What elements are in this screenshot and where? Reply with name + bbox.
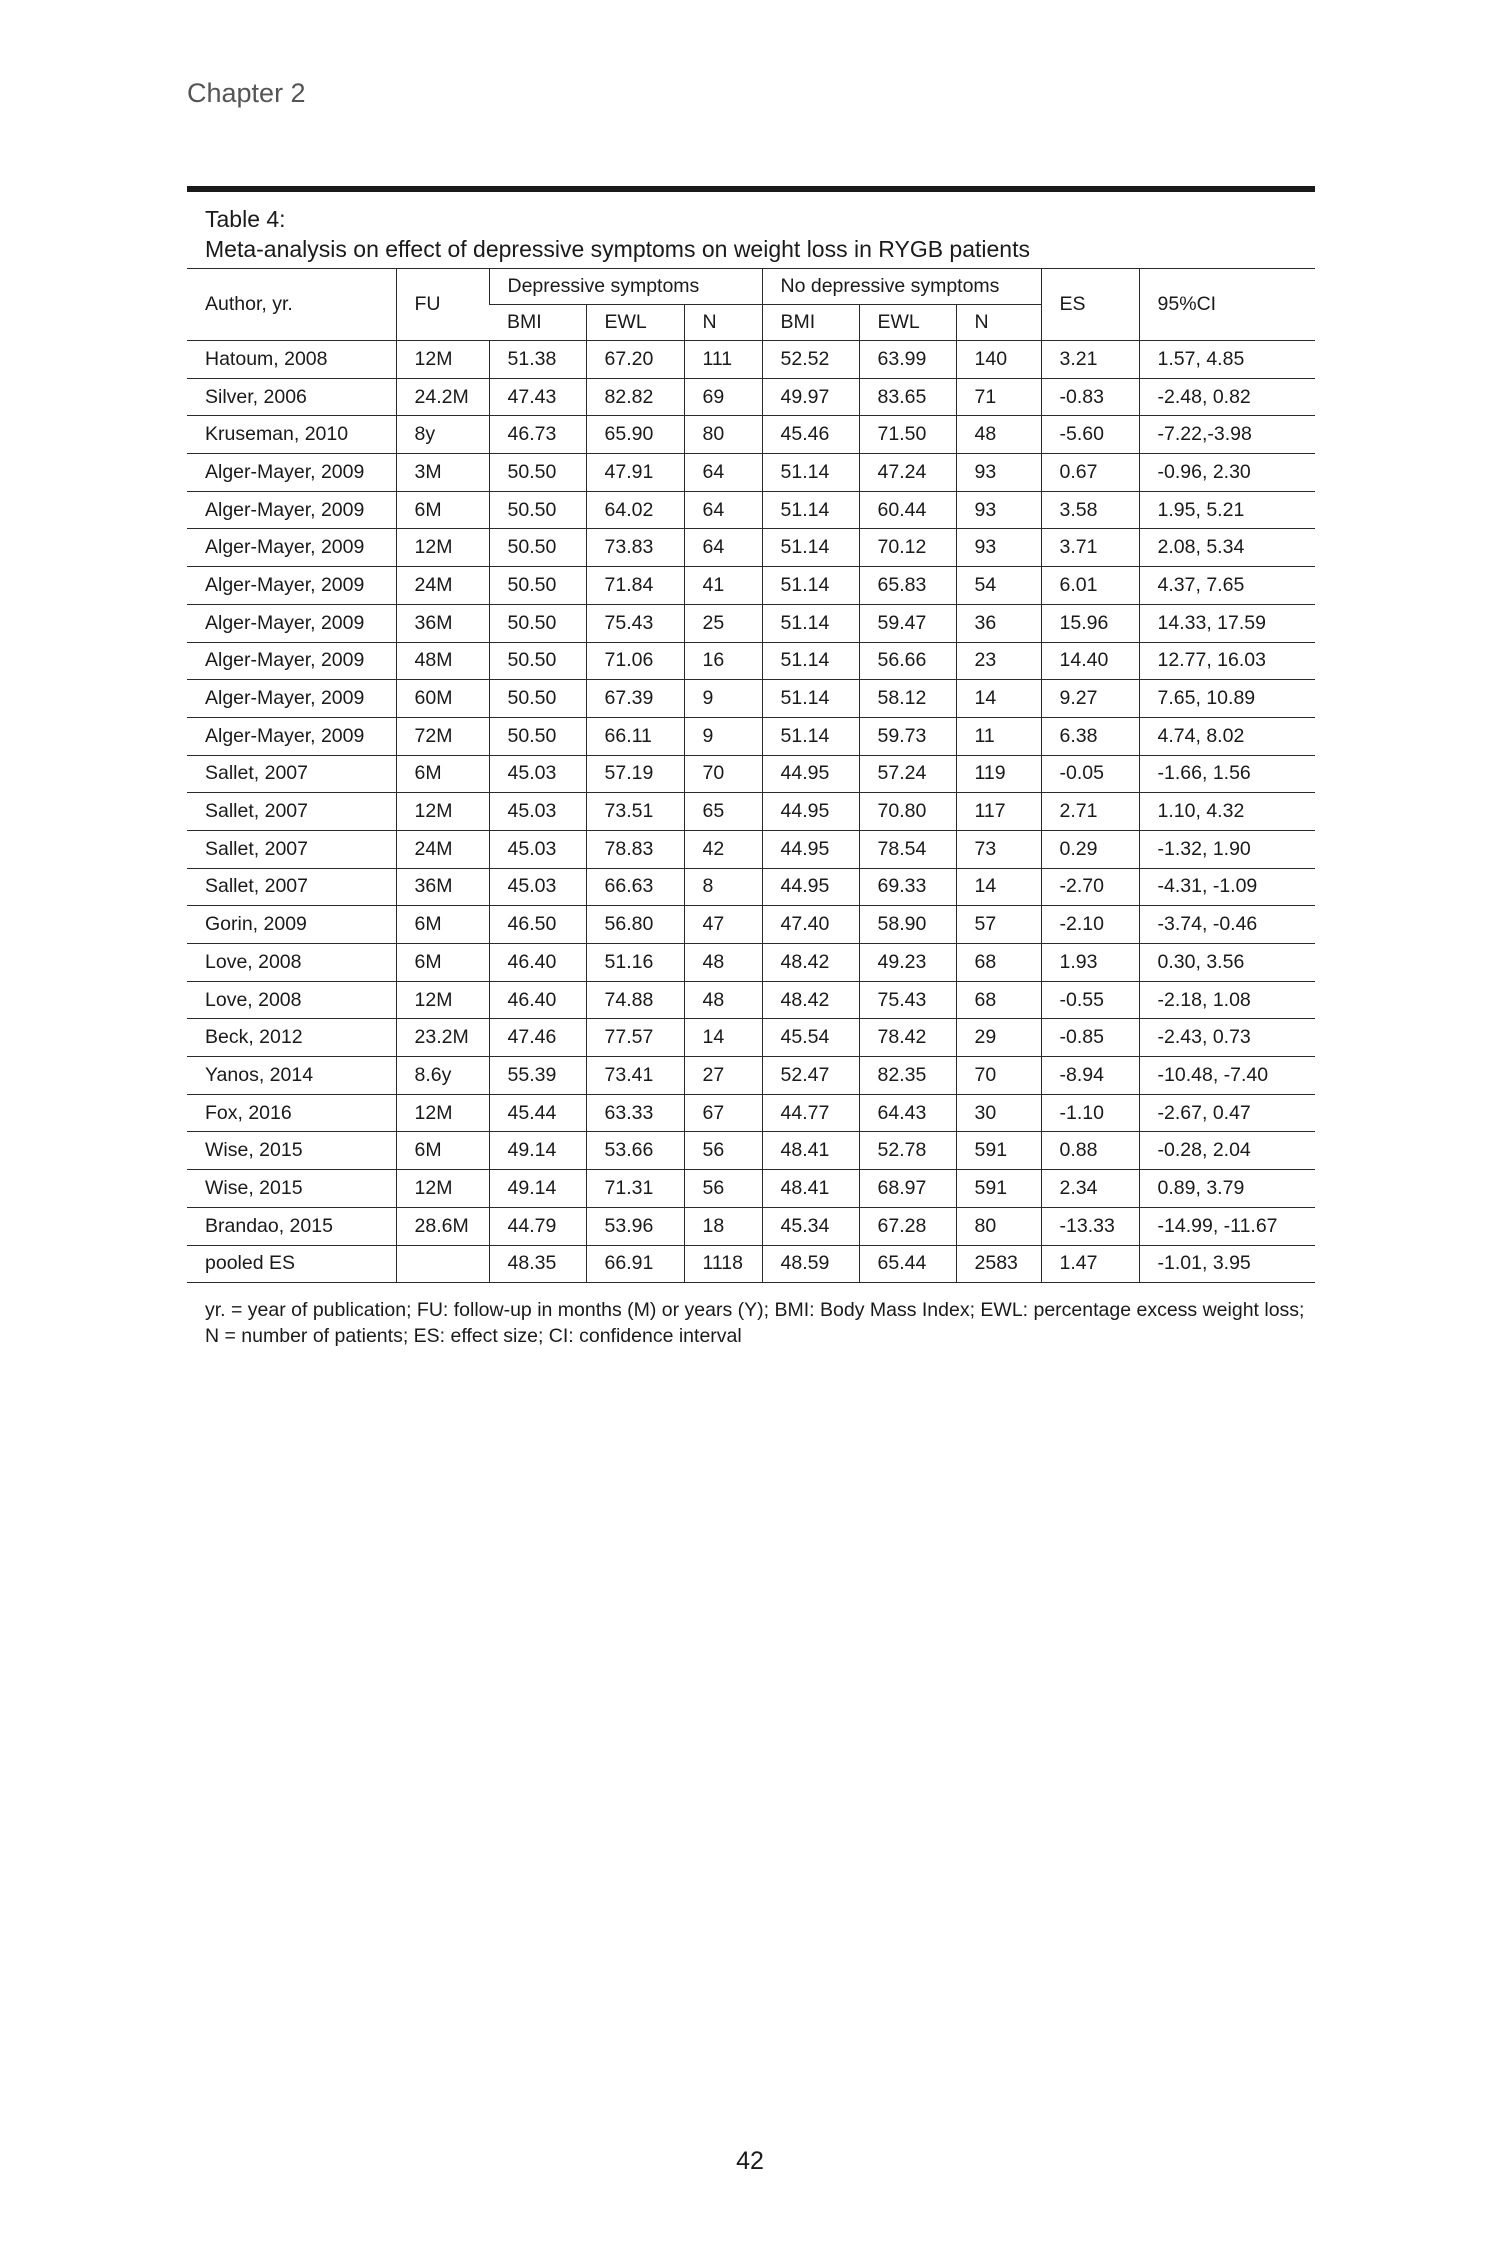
cell-dep-n: 18: [684, 1207, 762, 1245]
cell-nodep-n: 71: [956, 378, 1041, 416]
cell-nodep-ewl: 78.54: [859, 830, 956, 868]
cell-nodep-bmi: 45.34: [762, 1207, 859, 1245]
cell-nodep-ewl: 75.43: [859, 981, 956, 1019]
cell-es: -8.94: [1041, 1057, 1139, 1095]
cell-nodep-n: 36: [956, 604, 1041, 642]
cell-dep-n: 25: [684, 604, 762, 642]
cell-nodep-bmi: 51.14: [762, 642, 859, 680]
header-dep-n: N: [684, 305, 762, 341]
table-row: [187, 378, 1315, 416]
cell-nodep-n: 80: [956, 1207, 1041, 1245]
cell-nodep-bmi: 48.59: [762, 1245, 859, 1283]
cell-dep-bmi: 47.46: [489, 1019, 586, 1057]
cell-nodep-bmi: 45.54: [762, 1019, 859, 1057]
cell-nodep-ewl: 58.12: [859, 680, 956, 718]
cell-nodep-ewl: 64.43: [859, 1094, 956, 1132]
cell-ci: -4.31, -1.09: [1139, 868, 1315, 906]
cell-fu: 8y: [396, 416, 489, 454]
cell-fu: 36M: [396, 604, 489, 642]
cell-dep-n: 47: [684, 906, 762, 944]
cell-dep-bmi: 50.50: [489, 529, 586, 567]
cell-nodep-n: 93: [956, 454, 1041, 492]
cell-dep-bmi: 44.79: [489, 1207, 586, 1245]
cell-dep-ewl: 57.19: [586, 755, 684, 793]
cell-ci: -3.74, -0.46: [1139, 906, 1315, 944]
cell-es: 0.29: [1041, 830, 1139, 868]
cell-dep-ewl: 66.91: [586, 1245, 684, 1283]
cell-dep-n: 80: [684, 416, 762, 454]
cell-ci: 1.10, 4.32: [1139, 793, 1315, 831]
cell-fu: 6M: [396, 755, 489, 793]
table-caption: [187, 192, 1315, 268]
cell-dep-n: 9: [684, 680, 762, 718]
cell-nodep-n: 93: [956, 529, 1041, 567]
chapter-header: Chapter 2: [187, 78, 306, 108]
page-number: 42: [736, 2147, 764, 2175]
table-body: [187, 341, 1315, 1283]
cell-nodep-bmi: 51.14: [762, 604, 859, 642]
cell-nodep-ewl: 70.80: [859, 793, 956, 831]
cell-es: 9.27: [1041, 680, 1139, 718]
table-title: Meta-analysis on effect of depressive symptoms on weight loss in RYGB patients: [205, 236, 1030, 262]
cell-dep-n: 64: [684, 529, 762, 567]
cell-nodep-ewl: 52.78: [859, 1132, 956, 1170]
cell-es: 1.93: [1041, 944, 1139, 982]
cell-nodep-bmi: 44.95: [762, 868, 859, 906]
cell-author: Love, 2008: [187, 981, 396, 1019]
cell-dep-ewl: 82.82: [586, 378, 684, 416]
cell-es: -0.85: [1041, 1019, 1139, 1057]
table-row: [187, 1245, 1315, 1283]
cell-nodep-bmi: 48.42: [762, 981, 859, 1019]
header-es: ES: [1041, 269, 1139, 341]
cell-nodep-n: 117: [956, 793, 1041, 831]
table-row: [187, 567, 1315, 605]
cell-dep-bmi: 47.43: [489, 378, 586, 416]
cell-es: 6.38: [1041, 717, 1139, 755]
table-row: [187, 830, 1315, 868]
cell-nodep-ewl: 60.44: [859, 491, 956, 529]
cell-dep-ewl: 64.02: [586, 491, 684, 529]
cell-author: Alger-Mayer, 2009: [187, 680, 396, 718]
cell-nodep-ewl: 63.99: [859, 341, 956, 379]
cell-author: Sallet, 2007: [187, 793, 396, 831]
header-nodep-n: N: [956, 305, 1041, 341]
cell-dep-n: 48: [684, 944, 762, 982]
cell-fu: 72M: [396, 717, 489, 755]
cell-fu: 3M: [396, 454, 489, 492]
cell-author: Silver, 2006: [187, 378, 396, 416]
cell-nodep-n: 93: [956, 491, 1041, 529]
cell-dep-bmi: 50.50: [489, 567, 586, 605]
cell-nodep-bmi: 51.14: [762, 680, 859, 718]
cell-dep-n: 48: [684, 981, 762, 1019]
cell-ci: 4.37, 7.65: [1139, 567, 1315, 605]
cell-author: Gorin, 2009: [187, 906, 396, 944]
cell-ci: 12.77, 16.03: [1139, 642, 1315, 680]
cell-nodep-ewl: 68.97: [859, 1170, 956, 1208]
cell-nodep-n: 14: [956, 680, 1041, 718]
cell-ci: -2.48, 0.82: [1139, 378, 1315, 416]
cell-nodep-n: 30: [956, 1094, 1041, 1132]
cell-ci: -1.01, 3.95: [1139, 1245, 1315, 1283]
cell-dep-bmi: 50.50: [489, 454, 586, 492]
cell-dep-n: 69: [684, 378, 762, 416]
cell-es: -0.55: [1041, 981, 1139, 1019]
cell-ci: 2.08, 5.34: [1139, 529, 1315, 567]
cell-nodep-bmi: 52.47: [762, 1057, 859, 1095]
cell-es: -13.33: [1041, 1207, 1139, 1245]
cell-nodep-bmi: 45.46: [762, 416, 859, 454]
cell-nodep-ewl: 59.73: [859, 717, 956, 755]
table-row: [187, 491, 1315, 529]
header-depressive: Depressive symptoms: [489, 269, 762, 305]
cell-dep-n: 16: [684, 642, 762, 680]
cell-fu: 12M: [396, 529, 489, 567]
cell-fu: 48M: [396, 642, 489, 680]
cell-es: 3.58: [1041, 491, 1139, 529]
results-table: [187, 268, 1315, 1283]
cell-nodep-ewl: 82.35: [859, 1057, 956, 1095]
cell-nodep-ewl: 56.66: [859, 642, 956, 680]
cell-es: -5.60: [1041, 416, 1139, 454]
cell-fu: 12M: [396, 1094, 489, 1132]
cell-fu: 8.6y: [396, 1057, 489, 1095]
cell-dep-n: 64: [684, 491, 762, 529]
cell-es: 6.01: [1041, 567, 1139, 605]
cell-nodep-ewl: 59.47: [859, 604, 956, 642]
header-nodep-ewl: EWL: [859, 305, 956, 341]
footnote-line-2: N = number of patients; ES: effect size; CI: confidence interval: [205, 1325, 742, 1348]
cell-nodep-n: 68: [956, 944, 1041, 982]
cell-nodep-n: 2583: [956, 1245, 1041, 1283]
cell-es: -0.05: [1041, 755, 1139, 793]
cell-ci: -0.96, 2.30: [1139, 454, 1315, 492]
cell-author: Yanos, 2014: [187, 1057, 396, 1095]
cell-dep-ewl: 66.63: [586, 868, 684, 906]
cell-dep-n: 41: [684, 567, 762, 605]
cell-dep-ewl: 47.91: [586, 454, 684, 492]
cell-nodep-bmi: 51.14: [762, 491, 859, 529]
cell-dep-n: 70: [684, 755, 762, 793]
cell-dep-n: 27: [684, 1057, 762, 1095]
cell-dep-ewl: 56.80: [586, 906, 684, 944]
cell-ci: -0.28, 2.04: [1139, 1132, 1315, 1170]
cell-ci: 1.95, 5.21: [1139, 491, 1315, 529]
header-ci: 95%CI: [1139, 269, 1315, 341]
cell-ci: -1.66, 1.56: [1139, 755, 1315, 793]
table-container: [187, 186, 1315, 1349]
cell-author: Alger-Mayer, 2009: [187, 567, 396, 605]
cell-author: Kruseman, 2010: [187, 416, 396, 454]
cell-nodep-ewl: 65.83: [859, 567, 956, 605]
cell-nodep-ewl: 58.90: [859, 906, 956, 944]
cell-dep-n: 56: [684, 1170, 762, 1208]
cell-nodep-ewl: 71.50: [859, 416, 956, 454]
cell-nodep-bmi: 51.14: [762, 529, 859, 567]
cell-ci: -2.43, 0.73: [1139, 1019, 1315, 1057]
table-row: [187, 416, 1315, 454]
cell-es: 2.34: [1041, 1170, 1139, 1208]
cell-ci: 14.33, 17.59: [1139, 604, 1315, 642]
footnote-line-1: yr. = year of publication; FU: follow-up in months (M) or years (Y); BMI: Body Mass Index; EWL: percentage excess weight loss;: [205, 1299, 1305, 1322]
cell-fu: 28.6M: [396, 1207, 489, 1245]
cell-fu: 12M: [396, 341, 489, 379]
cell-es: -0.83: [1041, 378, 1139, 416]
cell-es: 2.71: [1041, 793, 1139, 831]
table-row: [187, 717, 1315, 755]
cell-dep-bmi: 45.03: [489, 868, 586, 906]
cell-nodep-ewl: 78.42: [859, 1019, 956, 1057]
cell-author: Fox, 2016: [187, 1094, 396, 1132]
cell-nodep-n: 70: [956, 1057, 1041, 1095]
cell-fu: 12M: [396, 981, 489, 1019]
cell-nodep-n: 11: [956, 717, 1041, 755]
cell-dep-ewl: 71.06: [586, 642, 684, 680]
cell-fu: [396, 1245, 489, 1283]
cell-nodep-n: 48: [956, 416, 1041, 454]
cell-nodep-bmi: 48.41: [762, 1170, 859, 1208]
cell-dep-ewl: 53.96: [586, 1207, 684, 1245]
cell-author: pooled ES: [187, 1245, 396, 1283]
cell-es: -1.10: [1041, 1094, 1139, 1132]
cell-dep-ewl: 66.11: [586, 717, 684, 755]
cell-es: 15.96: [1041, 604, 1139, 642]
cell-ci: 7.65, 10.89: [1139, 680, 1315, 718]
cell-es: 3.21: [1041, 341, 1139, 379]
cell-fu: 12M: [396, 1170, 489, 1208]
cell-dep-bmi: 50.50: [489, 604, 586, 642]
cell-fu: 12M: [396, 793, 489, 831]
cell-nodep-bmi: 51.14: [762, 717, 859, 755]
table-row: [187, 981, 1315, 1019]
cell-author: Alger-Mayer, 2009: [187, 454, 396, 492]
cell-ci: 1.57, 4.85: [1139, 341, 1315, 379]
cell-es: -2.10: [1041, 906, 1139, 944]
cell-dep-n: 42: [684, 830, 762, 868]
cell-nodep-ewl: 49.23: [859, 944, 956, 982]
cell-dep-n: 65: [684, 793, 762, 831]
header-author: Author, yr.: [187, 269, 396, 341]
cell-author: Alger-Mayer, 2009: [187, 491, 396, 529]
table-row: [187, 680, 1315, 718]
cell-nodep-bmi: 48.41: [762, 1132, 859, 1170]
table-row: [187, 1019, 1315, 1057]
cell-nodep-bmi: 51.14: [762, 454, 859, 492]
cell-dep-bmi: 50.50: [489, 680, 586, 718]
cell-ci: -14.99, -11.67: [1139, 1207, 1315, 1245]
cell-dep-n: 64: [684, 454, 762, 492]
cell-fu: 24M: [396, 567, 489, 605]
cell-ci: -10.48, -7.40: [1139, 1057, 1315, 1095]
cell-es: 14.40: [1041, 642, 1139, 680]
cell-es: 3.71: [1041, 529, 1139, 567]
table-footnote: [187, 1283, 1315, 1349]
table-row: [187, 1094, 1315, 1132]
header-no-depressive: No depressive symptoms: [762, 269, 1041, 305]
cell-author: Wise, 2015: [187, 1170, 396, 1208]
cell-fu: 6M: [396, 944, 489, 982]
cell-dep-bmi: 45.03: [489, 830, 586, 868]
cell-fu: 24M: [396, 830, 489, 868]
cell-dep-bmi: 51.38: [489, 341, 586, 379]
cell-ci: -1.32, 1.90: [1139, 830, 1315, 868]
cell-nodep-bmi: 52.52: [762, 341, 859, 379]
table-row: [187, 1132, 1315, 1170]
cell-nodep-n: 14: [956, 868, 1041, 906]
table-label: Table 4:: [205, 206, 286, 232]
cell-dep-n: 9: [684, 717, 762, 755]
cell-dep-bmi: 49.14: [489, 1132, 586, 1170]
cell-dep-bmi: 50.50: [489, 491, 586, 529]
table-row: [187, 906, 1315, 944]
cell-nodep-n: 73: [956, 830, 1041, 868]
cell-ci: -2.18, 1.08: [1139, 981, 1315, 1019]
cell-author: Alger-Mayer, 2009: [187, 717, 396, 755]
cell-nodep-n: 591: [956, 1170, 1041, 1208]
header-dep-ewl: EWL: [586, 305, 684, 341]
cell-fu: 60M: [396, 680, 489, 718]
cell-dep-bmi: 49.14: [489, 1170, 586, 1208]
cell-nodep-n: 119: [956, 755, 1041, 793]
cell-dep-bmi: 45.03: [489, 793, 586, 831]
cell-es: 0.67: [1041, 454, 1139, 492]
cell-dep-ewl: 67.20: [586, 341, 684, 379]
cell-dep-ewl: 75.43: [586, 604, 684, 642]
cell-nodep-n: 591: [956, 1132, 1041, 1170]
cell-dep-ewl: 78.83: [586, 830, 684, 868]
cell-dep-bmi: 46.40: [489, 944, 586, 982]
table-row: [187, 1057, 1315, 1095]
cell-nodep-bmi: 49.97: [762, 378, 859, 416]
cell-dep-ewl: 73.51: [586, 793, 684, 831]
cell-dep-ewl: 67.39: [586, 680, 684, 718]
cell-ci: -7.22,-3.98: [1139, 416, 1315, 454]
cell-nodep-ewl: 69.33: [859, 868, 956, 906]
cell-ci: 4.74, 8.02: [1139, 717, 1315, 755]
cell-nodep-ewl: 67.28: [859, 1207, 956, 1245]
table-row: [187, 1170, 1315, 1208]
cell-nodep-bmi: 48.42: [762, 944, 859, 982]
table-row: [187, 604, 1315, 642]
cell-dep-ewl: 73.41: [586, 1057, 684, 1095]
cell-dep-bmi: 55.39: [489, 1057, 586, 1095]
cell-author: Sallet, 2007: [187, 868, 396, 906]
header-fu: FU: [396, 269, 489, 341]
table-row: [187, 868, 1315, 906]
cell-nodep-ewl: 83.65: [859, 378, 956, 416]
cell-dep-bmi: 50.50: [489, 642, 586, 680]
cell-dep-ewl: 65.90: [586, 416, 684, 454]
cell-dep-bmi: 46.73: [489, 416, 586, 454]
cell-dep-n: 14: [684, 1019, 762, 1057]
header-dep-bmi: BMI: [489, 305, 586, 341]
cell-nodep-bmi: 44.77: [762, 1094, 859, 1132]
header-nodep-bmi: BMI: [762, 305, 859, 341]
table-row: [187, 944, 1315, 982]
cell-nodep-ewl: 57.24: [859, 755, 956, 793]
cell-nodep-ewl: 47.24: [859, 454, 956, 492]
cell-fu: 6M: [396, 1132, 489, 1170]
cell-nodep-n: 68: [956, 981, 1041, 1019]
cell-nodep-n: 140: [956, 341, 1041, 379]
cell-dep-n: 56: [684, 1132, 762, 1170]
cell-dep-n: 67: [684, 1094, 762, 1132]
cell-dep-bmi: 45.03: [489, 755, 586, 793]
cell-author: Alger-Mayer, 2009: [187, 529, 396, 567]
cell-fu: 23.2M: [396, 1019, 489, 1057]
table-row: [187, 529, 1315, 567]
table-row: [187, 341, 1315, 379]
cell-nodep-n: 23: [956, 642, 1041, 680]
cell-dep-ewl: 77.57: [586, 1019, 684, 1057]
header-row-group: [187, 269, 1315, 305]
cell-dep-ewl: 51.16: [586, 944, 684, 982]
cell-dep-ewl: 53.66: [586, 1132, 684, 1170]
cell-dep-ewl: 71.31: [586, 1170, 684, 1208]
cell-nodep-n: 54: [956, 567, 1041, 605]
cell-dep-n: 8: [684, 868, 762, 906]
table-row: [187, 793, 1315, 831]
cell-author: Love, 2008: [187, 944, 396, 982]
cell-dep-bmi: 50.50: [489, 717, 586, 755]
cell-nodep-bmi: 51.14: [762, 567, 859, 605]
cell-author: Beck, 2012: [187, 1019, 396, 1057]
cell-dep-bmi: 48.35: [489, 1245, 586, 1283]
cell-author: Alger-Mayer, 2009: [187, 642, 396, 680]
cell-fu: 6M: [396, 906, 489, 944]
cell-dep-ewl: 63.33: [586, 1094, 684, 1132]
cell-nodep-bmi: 44.95: [762, 793, 859, 831]
cell-author: Hatoum, 2008: [187, 341, 396, 379]
cell-dep-bmi: 46.40: [489, 981, 586, 1019]
table-row: [187, 1207, 1315, 1245]
cell-nodep-ewl: 65.44: [859, 1245, 956, 1283]
cell-author: Sallet, 2007: [187, 755, 396, 793]
cell-fu: 36M: [396, 868, 489, 906]
cell-nodep-bmi: 44.95: [762, 755, 859, 793]
cell-fu: 6M: [396, 491, 489, 529]
table-row: [187, 755, 1315, 793]
cell-ci: 0.30, 3.56: [1139, 944, 1315, 982]
cell-dep-bmi: 45.44: [489, 1094, 586, 1132]
cell-nodep-bmi: 44.95: [762, 830, 859, 868]
cell-ci: 0.89, 3.79: [1139, 1170, 1315, 1208]
cell-author: Wise, 2015: [187, 1132, 396, 1170]
cell-dep-ewl: 73.83: [586, 529, 684, 567]
cell-es: 1.47: [1041, 1245, 1139, 1283]
cell-nodep-n: 29: [956, 1019, 1041, 1057]
cell-es: -2.70: [1041, 868, 1139, 906]
cell-nodep-n: 57: [956, 906, 1041, 944]
table-row: [187, 454, 1315, 492]
cell-dep-n: 111: [684, 341, 762, 379]
table-row: [187, 642, 1315, 680]
cell-dep-bmi: 46.50: [489, 906, 586, 944]
cell-author: Sallet, 2007: [187, 830, 396, 868]
cell-author: Alger-Mayer, 2009: [187, 604, 396, 642]
cell-dep-ewl: 71.84: [586, 567, 684, 605]
cell-fu: 24.2M: [396, 378, 489, 416]
cell-es: 0.88: [1041, 1132, 1139, 1170]
cell-dep-ewl: 74.88: [586, 981, 684, 1019]
cell-nodep-bmi: 47.40: [762, 906, 859, 944]
cell-ci: -2.67, 0.47: [1139, 1094, 1315, 1132]
cell-dep-n: 1118: [684, 1245, 762, 1283]
cell-nodep-ewl: 70.12: [859, 529, 956, 567]
cell-author: Brandao, 2015: [187, 1207, 396, 1245]
